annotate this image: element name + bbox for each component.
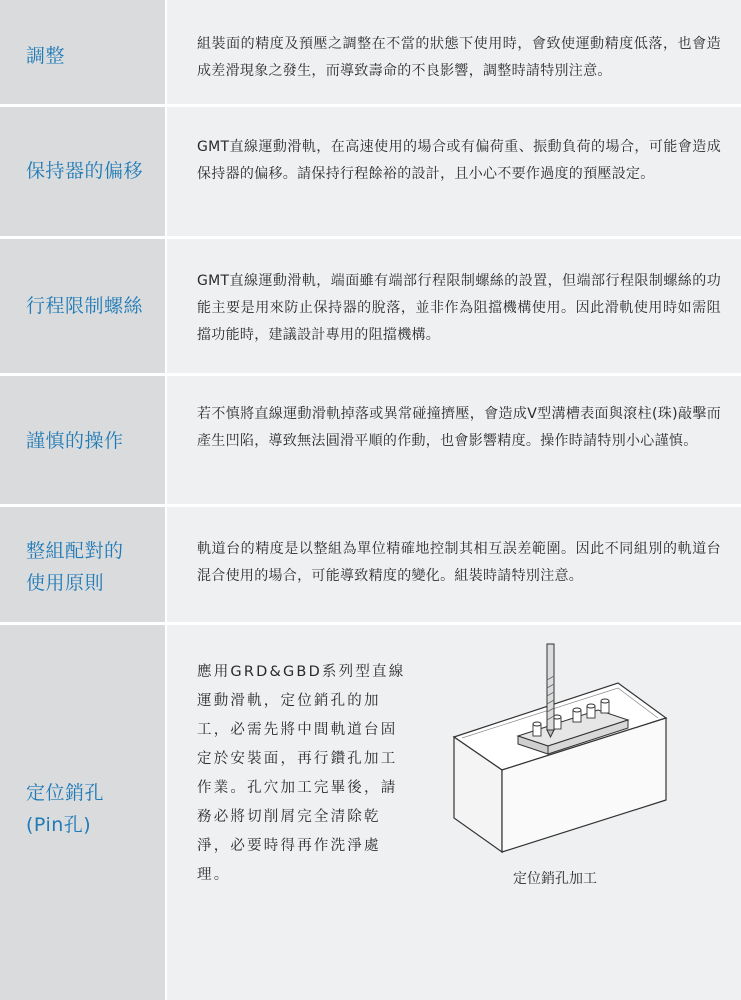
row-text: 應用GRD&GBD系列型直線運動滑軌，定位銷孔的加工，必需先將中間軌道台固定於安裝面，再行鑽孔加工作業。孔穴加工完畢後，請務必將切削屑完全清除乾淨，必要時得再作洗淨處理。 bbox=[197, 664, 406, 883]
row-text: GMT直線運動滑軌，在高速使用的場合或有偏荷重、振動負荷的場合，可能會造成保持器的偏移。請保持行程餘裕的設計，且小心不要作過度的預壓設定。 bbox=[197, 139, 721, 182]
row-label-line2: (Pin孔) bbox=[26, 814, 92, 836]
row-label: 謹慎的操作 bbox=[26, 430, 124, 452]
row-label-line2: 使用原則 bbox=[26, 572, 105, 594]
row-text: 若不慎將直線運動滑軌掉落或異常碰撞擠壓，會造成V型溝槽表面與滾柱(珠)敲擊而產生凹陷，導致無法圓滑平順的作動，也會影響精度。操作時請特別小心謹慎。 bbox=[197, 406, 721, 449]
figure-caption: 定位銷孔加工 bbox=[513, 871, 597, 887]
row-label: 調整 bbox=[26, 45, 66, 67]
row-text: 軌道台的精度是以整組為單位精確地控制其相互誤差範圍。因此不同組別的軌道台混合使用的場合，可能導致精度的變化。組裝時請特別注意。 bbox=[197, 541, 721, 584]
row-text: 組裝面的精度及預壓之調整在不當的狀態下使用時，會致使運動精度低落，也會造成差滑現象之發生，而導致壽命的不良影響，調整時請特別注意。 bbox=[197, 36, 721, 79]
row-label-line1: 定位銷孔 bbox=[26, 782, 105, 804]
row-retainer-offset bbox=[0, 107, 741, 236]
pin-hole-machining-illustration bbox=[440, 640, 670, 860]
row-label-line1: 整組配對的 bbox=[26, 540, 124, 562]
row-label: 行程限制螺絲 bbox=[26, 295, 144, 317]
row-matched-set-principle bbox=[0, 507, 741, 622]
row-text: GMT直線運動滑軌，端面雖有端部行程限制螺絲的設置，但端部行程限制螺絲的功能主要是用來防止保持器的脫落，並非作為阻擋機構使用。因此滑軌使用時如需阻擋功能時，建議設計專用的阻擋機構。 bbox=[197, 273, 721, 343]
row-label: 保持器的偏移 bbox=[26, 160, 144, 182]
row-careful-handling bbox=[0, 376, 741, 504]
row-adjustment bbox=[0, 0, 741, 104]
row-stroke-limit-screw bbox=[0, 239, 741, 373]
